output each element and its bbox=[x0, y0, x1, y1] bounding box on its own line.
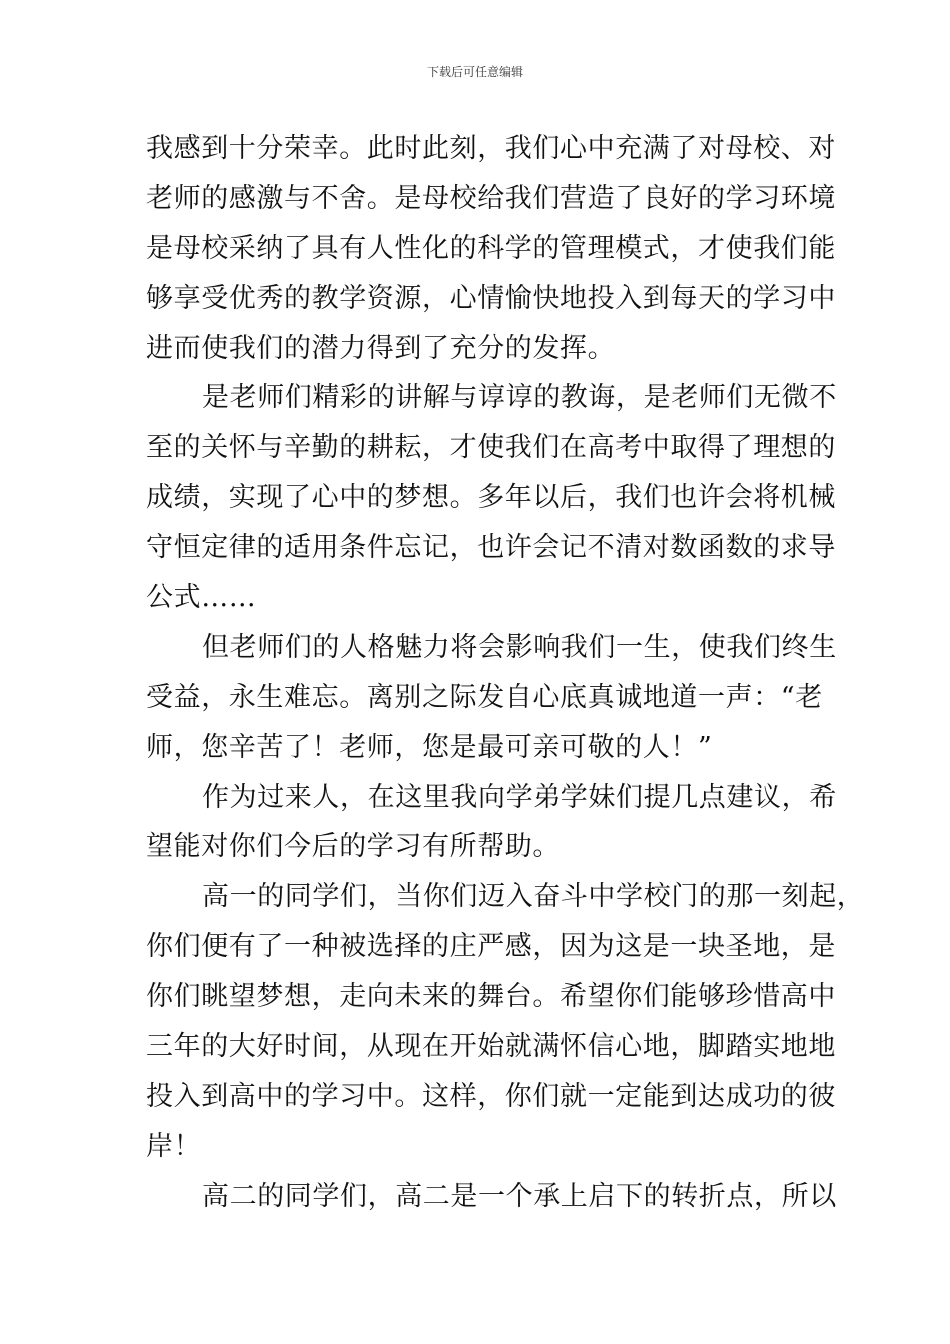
text-line: 高一的同学们，当你们迈入奋斗中学校门的那一刻起， bbox=[202, 881, 865, 913]
text-line: 但老师们的人格魅力将会影响我们一生，使我们终生 bbox=[202, 631, 837, 663]
text-line: 你们眺望梦想，走向未来的舞台。希望你们能够珍惜高中 bbox=[146, 981, 836, 1013]
text-line: 够享受优秀的教学资源，心情愉快地投入到每天的学习中 bbox=[146, 282, 836, 314]
text-line: 公式…… bbox=[146, 582, 257, 614]
text-line: 岸！ bbox=[146, 1130, 202, 1162]
text-line: 作为过来人，在这里我向学弟学妹们提几点建议，希 bbox=[202, 781, 837, 813]
text-line: 守恒定律的适用条件忘记，也许会记不清对数函数的求导 bbox=[146, 532, 836, 564]
text-line: 老师的感激与不舍。是母校给我们营造了良好的学习环境 bbox=[146, 182, 836, 214]
page-header: 下载后可任意编辑 bbox=[426, 65, 523, 79]
text-line: 成绩，实现了心中的梦想。多年以后，我们也许会将机械 bbox=[146, 482, 836, 514]
text-line: 投入到高中的学习中。这样，你们就一定能到达成功的彼 bbox=[146, 1080, 836, 1112]
document-body bbox=[146, 124, 865, 1222]
text-line: 至的关怀与辛勤的耕耘，才使我们在高考中取得了理想的 bbox=[146, 432, 836, 464]
text-line: 进而使我们的潜力得到了充分的发挥。 bbox=[146, 332, 616, 364]
text-line: 望能对你们今后的学习有所帮助。 bbox=[146, 831, 560, 863]
text-line: 三年的大好时间，从现在开始就满怀信心地，脚踏实地地 bbox=[146, 1031, 836, 1063]
text-line: 高二的同学们，高二是一个承上启下的转折点，所以 bbox=[202, 1180, 837, 1212]
text-line: 受益，永生难忘。离别之际发自心底真诚地道一声：“老 bbox=[146, 681, 823, 713]
text-line: 你们便有了一种被选择的庄严感，因为这是一块圣地，是 bbox=[146, 931, 836, 963]
text-line: 我感到十分荣幸。此时此刻，我们心中充满了对母校、对 bbox=[146, 133, 836, 164]
text-line: 师，您辛苦了！老师，您是最可亲可敬的人！” bbox=[146, 731, 713, 763]
text-line: 是老师们精彩的讲解与谆谆的教诲，是老师们无微不 bbox=[202, 382, 837, 414]
text-line: 是母校采纳了具有人性化的科学的管理模式，才使我们能 bbox=[146, 232, 836, 264]
